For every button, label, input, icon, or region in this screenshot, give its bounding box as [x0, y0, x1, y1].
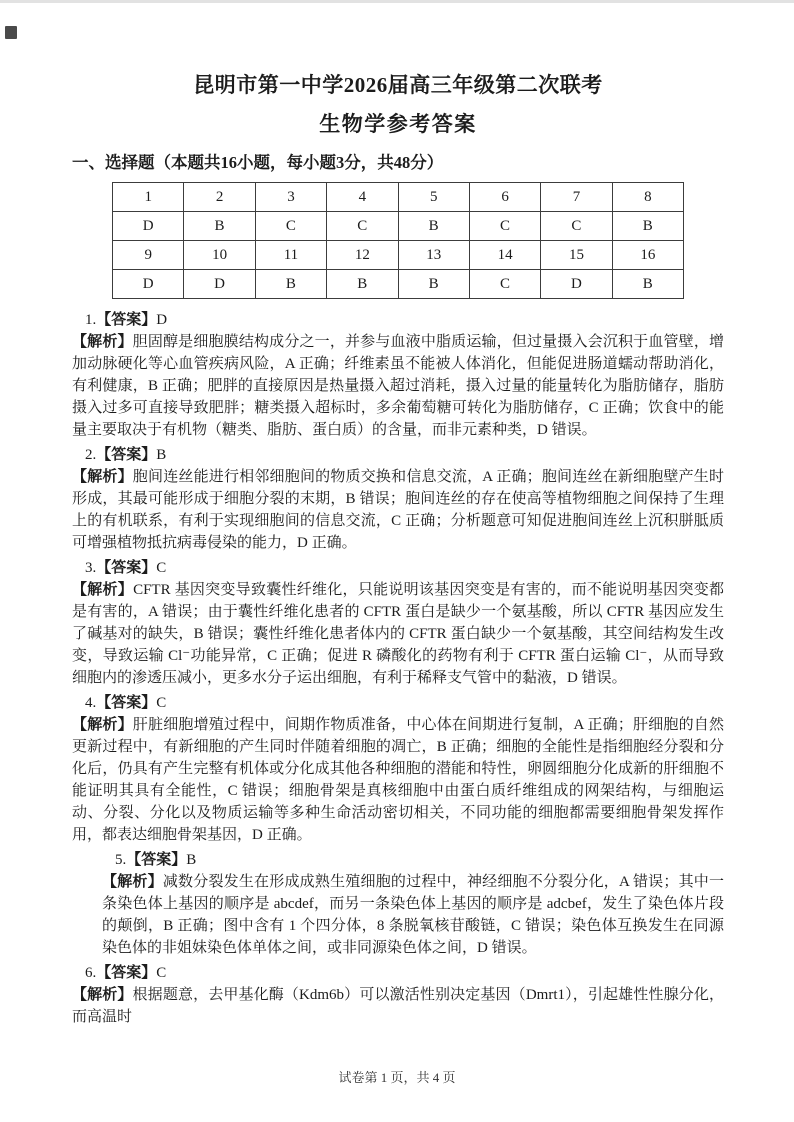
answer-line	[72, 557, 724, 579]
page-footer: 试卷第 1 页，共 4 页	[338, 1070, 456, 1085]
answer-table-row-numbers-2	[113, 241, 684, 270]
answer-letter: B	[156, 447, 167, 463]
table-cell: C	[255, 212, 326, 241]
explanation-item-3	[72, 557, 724, 689]
analysis-tag: 【解析】	[72, 334, 133, 350]
table-cell: B	[612, 212, 683, 241]
table-cell: B	[255, 270, 326, 299]
analysis-paragraph	[72, 984, 724, 1028]
corner-mark-artifact	[5, 26, 17, 39]
table-cell: 10	[184, 241, 255, 270]
analysis-tag: 【解析】	[102, 874, 163, 890]
answer-letter: C	[156, 695, 167, 711]
table-cell: C	[469, 212, 540, 241]
question-number: 3.	[85, 560, 97, 576]
analysis-text: 胆固醇是细胞膜结构成分之一，并参与血液中脂质运输，但过量摄入会沉积于血管壁，增加动脉硬化等心血管疾病风险，A 正确；纤维素虽不能被人体消化，但能促进肠道蠕动帮助消化，有利健康，B 正确；肥胖的直接原因是热量摄入超过消耗，摄入过量的能量转化为脂肪储存，脂肪摄入过多可直接导致肥胖；糖类摄入超标时，多余葡萄糖可转化为脂肪储存，C 正确；饮食中的能量主要取决于有机物（糖类、脂肪、蛋白质）的含量，而非元素种类，D 错误。	[72, 334, 724, 438]
scan-edge-artifact	[0, 0, 794, 3]
answer-tag: 【答案】	[96, 560, 157, 576]
table-cell: 16	[612, 241, 683, 270]
table-cell: 5	[398, 183, 469, 212]
analysis-tag: 【解析】	[72, 469, 133, 485]
table-cell: 3	[255, 183, 326, 212]
answer-table-row-answers-1	[113, 212, 684, 241]
table-cell: 11	[255, 241, 326, 270]
question-number: 6.	[85, 965, 97, 981]
answer-letter: B	[186, 852, 197, 868]
table-cell: D	[541, 270, 612, 299]
analysis-paragraph	[72, 714, 724, 846]
table-cell: 9	[113, 241, 184, 270]
answer-table	[112, 182, 684, 299]
table-cell: D	[113, 212, 184, 241]
answer-line	[72, 962, 724, 984]
question-number: 2.	[85, 447, 97, 463]
analysis-tag: 【解析】	[72, 582, 134, 598]
analysis-text: 减数分裂发生在形成成熟生殖细胞的过程中，神经细胞不分裂分化，A 错误；其中一条染色体上基因的顺序是 abcdef，而另一条染色体上基因的顺序是 adcbef，发生了染色体片段的颠倒，B 正确；图中含有 1 个四分体，8 条脱氧核苷酸链，C 错误；染色体互换发生在同源染色体的非姐妹染色体单体之间，或非同源染色体之间，D 错误。	[102, 874, 724, 956]
answer-tag: 【答案】	[96, 312, 157, 328]
table-cell: 14	[469, 241, 540, 270]
question-number: 1.	[85, 312, 97, 328]
table-cell: C	[541, 212, 612, 241]
analysis-tag: 【解析】	[72, 987, 133, 1003]
page-title: 昆明市第一中学2026届高三年级第二次联考	[193, 73, 603, 97]
analysis-tag: 【解析】	[72, 717, 133, 733]
table-cell: 6	[469, 183, 540, 212]
answer-letter: C	[156, 560, 167, 576]
question-number: 5.	[115, 852, 127, 868]
table-cell: D	[184, 270, 255, 299]
answer-table-row-numbers-1	[113, 183, 684, 212]
table-cell: 2	[184, 183, 255, 212]
table-cell: 1	[113, 183, 184, 212]
answer-line	[72, 692, 724, 714]
table-cell: C	[327, 212, 398, 241]
table-cell: B	[327, 270, 398, 299]
question-number: 4.	[85, 695, 97, 711]
answer-letter: C	[156, 965, 167, 981]
analysis-text: 肝脏细胞增殖过程中，间期作物质准备，中心体在间期进行复制，A 正确；肝细胞的自然更新过程中，有新细胞的产生同时伴随着细胞的凋亡，B 正确；细胞的全能性是指细胞经分裂和分化后，仍具有产生完整有机体或分化成其他各种细胞的潜能和特性，卵圆细胞分化成新的肝细胞不能证明其具有全能性，C 错误；细胞骨架是真核细胞中由蛋白质纤维组成的网架结构，与细胞运动、分裂、分化以及物质运输等多种生命活动密切相关，不同功能的细胞都需要细胞骨架发挥作用，都表达细胞骨架基因，D 正确。	[72, 717, 724, 843]
analysis-paragraph	[72, 466, 724, 554]
explanation-item-2	[72, 444, 724, 554]
answer-letter: D	[156, 312, 168, 328]
table-cell: B	[184, 212, 255, 241]
table-cell: B	[612, 270, 683, 299]
answer-line	[72, 309, 724, 331]
table-cell: 8	[612, 183, 683, 212]
analysis-text: 根据题意，去甲基化酶（Kdm6b）可以激活性别决定基因（Dmrt1），引起雄性性腺分化，而高温时	[72, 987, 724, 1025]
analysis-paragraph	[102, 871, 724, 959]
answer-line	[72, 444, 724, 466]
table-cell: D	[113, 270, 184, 299]
analysis-paragraph	[72, 579, 724, 689]
table-cell: B	[398, 270, 469, 299]
table-cell: 4	[327, 183, 398, 212]
answer-line	[102, 849, 724, 871]
analysis-paragraph	[72, 331, 724, 441]
analysis-text: CFTR 基因突变导致囊性纤维化，只能说明该基因突变是有害的，而不能说明基因突变都是有害的，A 错误；由于囊性纤维化患者的 CFTR 蛋白是缺少一个氨基酸，所以 CFTR 基因应发生了碱基对的缺失，B 错误；囊性纤维化患者体内的 CFTR 蛋白缺少一个氨基酸，其空间结构发生改变，导致运输 Cl⁻功能异常，C 正确；促进 R 磷酸化的药物有利于 CFTR 蛋白运输 Cl⁻，从而导致细胞内的渗透压减小，更多水分子运出细胞，有利于稀释支气管中的黏液，D 错误。	[72, 582, 724, 686]
answer-tag: 【答案】	[96, 695, 157, 711]
answer-tag: 【答案】	[96, 965, 157, 981]
table-cell: 15	[541, 241, 612, 270]
analysis-text: 胞间连丝能进行相邻细胞间的物质交换和信息交流，A 正确；胞间连丝在新细胞壁产生时形成，其最可能形成于细胞分裂的末期，B 错误；胞间连丝的存在使高等植物细胞之间保持了生理上的有机联系，有利于实现细胞间的信息交流，C 正确；分析题意可知促进胞间连丝上沉积胼胝质可增强植物抵抗病毒侵染的能力，D 正确。	[72, 469, 724, 551]
answer-tag: 【答案】	[96, 447, 157, 463]
explanation-item-4	[72, 692, 724, 846]
table-cell: 7	[541, 183, 612, 212]
section-heading: 一、选择题（本题共16小题，每小题3分，共48分）	[72, 153, 444, 172]
table-cell: B	[398, 212, 469, 241]
answer-tag: 【答案】	[126, 852, 187, 868]
explanation-item-1	[72, 309, 724, 441]
table-cell: 12	[327, 241, 398, 270]
page-subtitle: 生物学参考答案	[319, 112, 477, 136]
answer-table-row-answers-2	[113, 270, 684, 299]
table-cell: 13	[398, 241, 469, 270]
explanation-item-6	[72, 962, 724, 1028]
explanation-item-5	[72, 849, 724, 959]
table-cell: C	[469, 270, 540, 299]
